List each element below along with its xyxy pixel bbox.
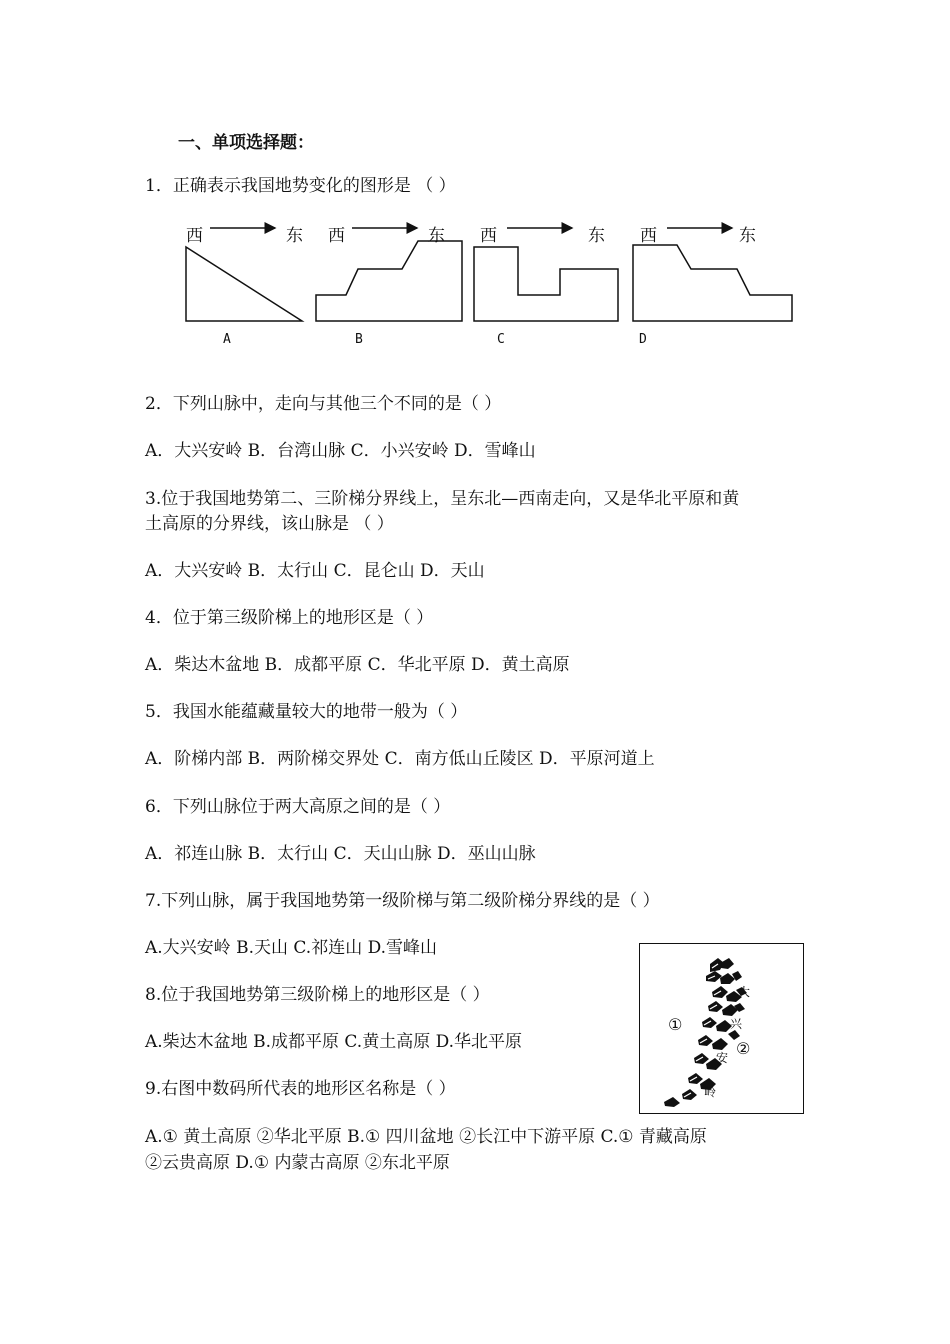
terrain-profile-diagram [180,215,820,355]
range-char-4: 岭 [704,1085,717,1099]
profile-option-d [633,226,792,347]
profile-option-c [474,226,618,347]
question-8-stem: 8.位于我国地势第三级阶梯上的地形区是（ ） [145,985,490,1005]
option-label-c: C [497,332,505,347]
range-char-2: 兴 [730,1017,743,1031]
west-label-c: 西 [480,226,497,246]
question-3-options: A．大兴安岭 B．太行山 C．昆仑山 D．天山 [145,561,485,581]
question-6-stem: 6．下列山脉位于两大高原之间的是（ ） [145,797,451,817]
question-8-options: A.柴达木盆地 B.成都平原 C.黄土高原 D.华北平原 [145,1032,523,1052]
question-4-options: A．柴达木盆地 B．成都平原 C．华北平原 D．黄土高原 [145,655,570,675]
question-2-options: A．大兴安岭 B．台湾山脉 C．小兴安岭 D．雪峰山 [145,441,536,461]
question-2-stem: 2．下列山脉中，走向与其他三个不同的是（ ） [145,394,502,414]
question-7-options: A.大兴安岭 B.天山 C.祁连山 D.雪峰山 [145,938,438,958]
question-3-stem: 3.位于我国地势第二、三阶梯分界线上，呈东北—西南走向，又是华北平原和黄 [145,489,740,509]
profile-option-b [316,226,462,347]
inset-map [639,943,804,1114]
option-label-b: B [355,332,363,347]
question-7-stem: 7.下列山脉，属于我国地势第一级阶梯与第二级阶梯分界线的是（ ） [145,891,660,911]
question-1-stem: 1．正确表示我国地势变化的图形是 （ ） [145,176,456,196]
question-4-stem: 4．位于第三级阶梯上的地形区是（ ） [145,608,434,628]
question-5-options: A．阶梯内部 B．两阶梯交界处 C．南方低山丘陵区 D．平原河道上 [145,749,655,769]
east-label-c: 东 [588,226,605,246]
option-label-d: D [639,332,647,347]
question-9-stem: 9.右图中数码所代表的地形区名称是（ ） [145,1079,456,1099]
west-label-d: 西 [640,226,657,246]
west-label-b: 西 [328,226,345,246]
region-marker-2: ② [736,1039,751,1058]
range-char-1: 大 [738,985,751,999]
east-label-a: 东 [286,226,303,246]
range-char-3: 安 [716,1051,729,1065]
question-6-options: A．祁连山脉 B．太行山 C．天山山脉 D．巫山山脉 [145,844,536,864]
region-marker-1: ① [668,1015,683,1034]
mountain-range-figure [640,944,805,1115]
option-label-a: A [223,332,231,347]
question-3-stem-continued: 土高原的分界线，该山脉是 （ ） [145,514,394,534]
east-label-b: 东 [428,226,445,246]
question-5-stem: 5．我国水能蕴藏量较大的地带一般为（ ） [145,702,468,722]
question-9-options-continued: ②云贵高原 D.① 内蒙古高原 ②东北平原 [145,1153,450,1173]
section-title: 一、单项选择题： [178,133,314,153]
east-label-d: 东 [739,226,756,246]
profile-option-a [186,226,303,347]
west-label-a: 西 [186,226,203,246]
question-9-options: A.① 黄土高原 ②华北平原 B.① 四川盆地 ②长江中下游平原 C.① 青藏高原 [145,1127,707,1147]
